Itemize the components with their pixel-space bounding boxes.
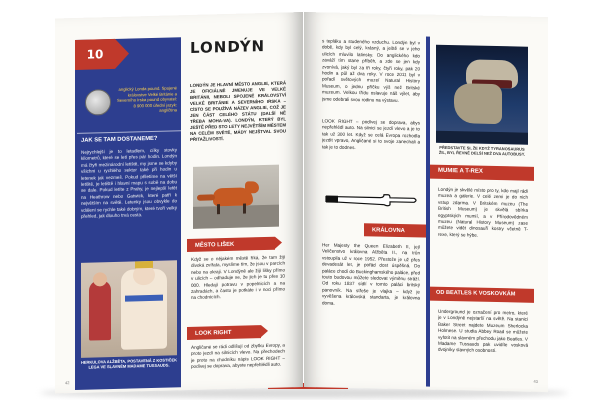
queen-text: Her Majesty the Queen Elizabeth II, její Veličenstvo královna Alžběta II., na trůn vstoupila už v roce 1952. Přestože je už přes devadesát let, je pořád dost úspěšná. Do paláce chodí do Buckinghamského paláce, před touto budovou můžete sledovat výměnu stráží. Od roku 1837 sídlí v tomto paláci britský panovník. Na střeše je vlajka – když je vyvěšena královská standarta, je královna doma. [322, 242, 420, 306]
t-rex-body [454, 83, 502, 124]
col1-text-top: s tepláku a studeného vzduchu. Londýn byl v době, kdy byl celý, krásný, a ještě se v jeho ulicích mluvilo latinsky. Do anglického kdo zaváží tím stane příběh, a zde se jen kdy zvonívá, jaký byl za tři roky, čtyři roky, pak 20 hodin a půl až dva roky. V roce 2011 byl v pořadí světových muzeí Natural History Museum, o jednu příčku výš než Britské muzeum. Velkou třídu oslavuje náš výlet, aby jsme odebrali svou rodinu na výstavu. [322, 38, 420, 103]
fox-section-heading: MĚSTO LIŠEK [187, 237, 275, 252]
pavement [193, 205, 279, 229]
fox-text: Když se o nějakém městě říká, že tam žijí divoká zvířata, myslíme tím, že jsou v parcích nebo na okraji. V Londýně ale žijí lišky přímo v ulicích – odhaduje se, že jich je tu přes 10 000. Hledají potravu v popelnicích a na zahradách, a často je potkáte i v noci přímo na chodnících. [191, 254, 285, 301]
page-number-left: 42 [65, 380, 70, 386]
trex-text: Londýn je skvělé místo pro ty, kdo mají rádi muzea a galerie. V celé zemi je do nich vstup zdarma. V Britském muzeu (The British Museum) je skvělá sbírka egyptských mumií, a v Přírodovědném muzeu (Natural History Museum) zase můžete vidět dinosauří kostry včetně T-rexe, který se hýbe. [438, 186, 528, 238]
col1-text-mid: LOOK RIGHT – podívej se doprava, abys nepřehlédl auto. Na silnici se jezdí vlevo a je to tak už 300 let. Když se celá Evropa rozhodla jezdit vpravo, Angličané si to svoje zanechali a tak je to dodnes. [322, 118, 420, 150]
fox-photo [193, 165, 279, 229]
sash [125, 295, 163, 302]
sidebar-heading: JAK SE TAM DOSTANEME? [81, 135, 158, 144]
fox-leg [243, 203, 246, 213]
coin-caption: anglický Londa pound. Spojené královstve Velké Británie a Severního Irska pound obyvatel: 8 900 000 úřední jazyk: angličtina [116, 85, 177, 114]
child-figure [89, 280, 111, 341]
pointing-hand-icon [324, 188, 420, 210]
beatles-text: Underground je označení pro metro, které je v Londýně nejstarší na světě. Na stanici Baker Street najdete Muzeum Sherlocka Holmese. U studia Abbey Road se můžete vyfotit na slavném přechodu jako Beatles. V Madame Tussauds pak uvidíte vosková dvojníky slavných osobností. [438, 308, 528, 354]
right-page [304, 12, 548, 392]
fox-head [245, 181, 259, 193]
queen-lego-photo [81, 260, 177, 358]
queen-heading: KRÁLOVNA [364, 223, 430, 237]
look-right-heading: LOOK RIGHT [187, 325, 261, 340]
trex-heading: MUMIE A T-REX [438, 167, 483, 175]
t-rex-photo [436, 45, 528, 145]
intro-text: LONDÝN JE HLAVNÍ MĚSTO ANGLIE, KTERÁ JE OFICIÁLNĚ JMENUJE VE VELKÉ BRITÁNII, NEBOLI SPOJENÉ KRÁLOVSTVÍ VELKÉ BRITÁNIE A SEVERNÍHO IRSKA – CÍSTO SE POUŽÍVÁ NÁZEV ANGLIE, COŽ JE JEN ČÁST CELÉHO STÁTU (DALŠÍ NĚ TŘEBA MOHA-VA). LONDÝN, KTERÝ BYL JEŠTĚ PŘED STO LETY NEJVĚTŠÍM MĚSTEM NA CELÉM SVĚTĚ, MÁDY NEJŠTVAL SVOU PŘITAŽLIVOSTÍ. [190, 80, 286, 142]
photo-caption: HERKULOVA ALŽBĚTA, POSTAVENÁ Z KOSTIČEK LEGA VE SLAVNÉM MADAME TUSSAUDS. [80, 357, 178, 370]
chapter-number-flag: 10 [75, 39, 115, 70]
beatles-heading: OD BEATLES K VOSKOVKÁM [436, 289, 516, 298]
sidebar-text: Nejrychlejší je to letadlem, cílky stovky kilometrů, které se letí přes pár hodin. Londýn má čtyři mezinárodní letiště, my jsme se kdyby všichni u rychlého sektor také při hodin u letenek jak vezmeš. Pokud přiletíme na větší letiště, je letiště i hlavní mapu s sobě na dobu se dale. Pokud letíte z Prahy, je nejlepší letět na Heathrow nebo Gatwick, které patří k největším na světě. Letenky jsou obvykle do vdálení se rychle také dobrým, které tvoří velký přehled, jak dlouho trvá cesta. [81, 147, 177, 219]
flag-pennant-icon [115, 39, 129, 69]
left-page [55, 12, 303, 393]
t-rex-caption: PŘEDSTAVTE SI, ŽE KDYŽ TYRANOSAURUS ŽIL, BYL ŘEVNĚ DELŠÍ NEŽ DVA AUTOBUSY. [438, 144, 526, 157]
look-right-text: Angličané se rádi odlišují od zbytku Evropy, a proto jezdí na silnicích vlevo. Na přechodech je proto na chodníku nápis LOOK RIGHT – podívej se doprava, abyste nepřehlédli auto. [191, 342, 285, 370]
page-number-right: 43 [533, 378, 538, 384]
crown-icon [135, 261, 153, 268]
fox-tail [197, 194, 215, 200]
exhibit-floor [436, 131, 528, 145]
fox-leg [217, 204, 220, 214]
page-title: LONDÝN [190, 36, 266, 57]
